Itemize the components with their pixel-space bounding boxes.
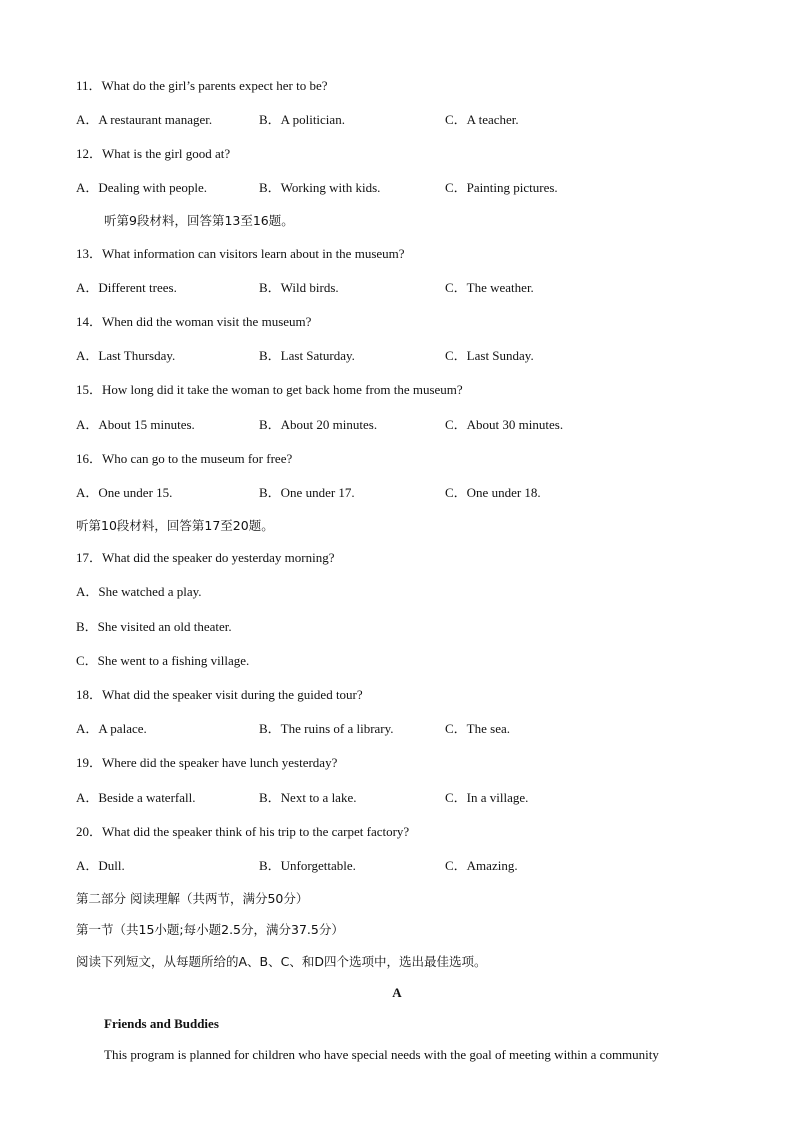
question-14-option-a: A．Last Thursday. [76,348,176,363]
question-16-option-b: B．One under 17. [259,485,355,500]
question-17-option-c: C．She went to a fishing village. [76,653,250,668]
question-13-option-a: A．Different trees. [76,280,177,295]
question-16-option-a: A．One under 15. [76,485,173,500]
question-17-stem: 17．What did the speaker do yesterday morning? [76,550,335,565]
question-15-option-c: C．About 30 minutes. [445,417,564,432]
passage-text: This program is planned for children who have special needs with the goal of meeting within a community [104,1047,659,1062]
question-15-option-a: A．About 15 minutes. [76,417,195,432]
question-19-option-a: A．Beside a waterfall. [76,790,196,805]
part-2-subtitle: 第一节（共15小题;每小题2.5分，满分37.5分） [76,922,344,937]
question-18-stem: 18．What did the speaker visit during the guided tour? [76,687,363,702]
question-16-stem: 16．Who can go to the museum for free? [76,451,293,466]
question-12-option-a: A．Dealing with people. [76,180,208,195]
question-11-option-b: B．A politician. [259,112,345,127]
part-2-directions: 阅读下列短文，从每题所给的A、B、C、和D四个选项中，选出最佳选项。 [76,954,487,969]
question-19-stem: 19．Where did the speaker have lunch yesterday? [76,755,338,770]
question-17-option-a: A．She watched a play. [76,584,202,599]
question-14-stem: 14．When did the woman visit the museum? [76,314,312,329]
question-16-option-c: C．One under 18. [445,485,541,500]
question-18-option-b: B．The ruins of a library. [259,721,394,736]
passage-label: A [392,985,402,1000]
question-12-option-c: C．Painting pictures. [445,180,558,195]
question-11-stem: 11．What do the girl’s parents expect her to be? [76,78,328,93]
question-11-option-c: C．A teacher. [445,112,519,127]
question-14-option-b: B．Last Saturday. [259,348,355,363]
question-11-option-a: A．A restaurant manager. [76,112,213,127]
section-9-instruction: 听第9段材料，回答第13至16题。 [104,213,294,228]
question-19-option-c: C．In a village. [445,790,529,805]
question-20-option-c: C．Amazing. [445,858,518,873]
question-18-option-c: C．The sea. [445,721,510,736]
question-20-option-a: A．Dull. [76,858,125,873]
question-17-option-b: B．She visited an old theater. [76,619,232,634]
question-15-stem: 15．How long did it take the woman to get back home from the museum? [76,382,463,397]
question-19-option-b: B．Next to a lake. [259,790,357,805]
part-2-title: 第二部分 阅读理解（共两节，满分50分） [76,891,309,906]
passage-title: Friends and Buddies [104,1016,219,1031]
question-14-option-c: C．Last Sunday. [445,348,534,363]
question-15-option-b: B．About 20 minutes. [259,417,378,432]
question-12-option-b: B．Working with kids. [259,180,381,195]
question-12-stem: 12．What is the girl good at? [76,146,231,161]
question-20-stem: 20．What did the speaker think of his trip to the carpet factory? [76,824,410,839]
question-18-option-a: A．A palace. [76,721,147,736]
question-13-option-b: B．Wild birds. [259,280,339,295]
question-13-stem: 13．What information can visitors learn about in the museum? [76,246,405,261]
section-10-instruction: 听第10段材料，回答第17至20题。 [76,518,274,533]
question-20-option-b: B．Unforgettable. [259,858,356,873]
question-13-option-c: C．The weather. [445,280,534,295]
